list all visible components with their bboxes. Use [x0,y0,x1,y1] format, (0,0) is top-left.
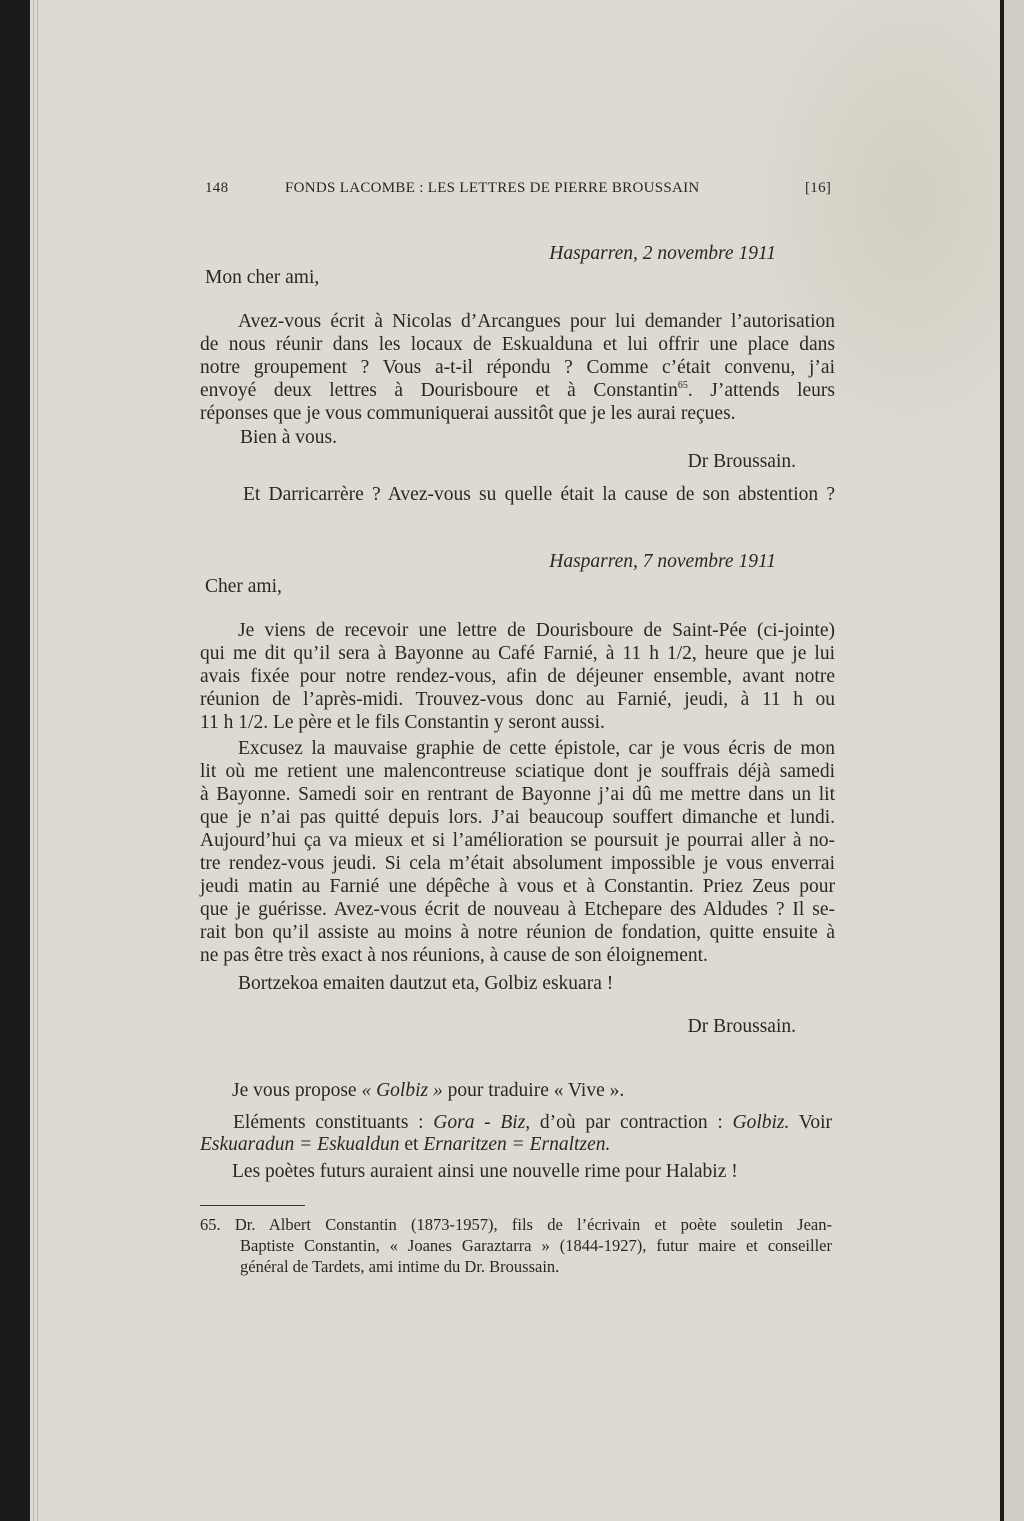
text-line: que je guérisse. Avez-vous écrit de nouveau à Etchepare des Aldudes ? Il se- [200,899,835,920]
letter1-paragraph [200,310,835,425]
facing-page-edge [1004,0,1024,1521]
text-line: Je viens de recevoir une lettre de Dourisboure de Saint-Pée (ci-jointe) [238,620,835,641]
note-poetes: Les poètes futurs auraient ainsi une nouvelle rime pour Halabiz ! [232,1161,738,1182]
text-segment: d’où par contraction : [530,1112,733,1133]
text-segment: et [399,1134,424,1155]
letter1-date: Hasparren, 2 novembre 1911 [549,243,776,264]
text-line [232,1079,624,1102]
letter2-closing: Bortzekoa emaiten dautzut eta, Golbiz eskuara ! [238,973,614,994]
running-title: FONDS LACOMBE : LES LETTRES DE PIERRE BROUSSAIN [285,180,700,196]
page-edge [33,0,34,1521]
text-line: réunion de l’après-midi. Trouvez-vous donc au Farnié, jeudi, à 11 h ou [200,689,835,710]
text-segment: . J’attends leurs [687,380,835,401]
text-line: notre groupement ? Vous a-t-il répondu ? Comme c’était convenu, j’ai [200,357,835,378]
italic-text: Gora - Biz, [433,1112,531,1133]
text-segment: Je vous propose [232,1080,362,1101]
text-line: tre rendez-vous jeudi. Si cela m’était absolument impossible je vous enverrai [200,853,835,874]
italic-text: « Golbiz » [361,1080,443,1101]
text-line: ne pas être très exact à nos réunions, à cause de son éloignement. [200,945,708,966]
text-segment: Voir [789,1112,832,1133]
text-line: lit où me retient une malencontreuse sciatique dont je souffrais déjà samedi [200,761,835,782]
letter1-postscript [243,483,835,506]
text-line [200,1134,832,1156]
text-segment: pour traduire « Vive ». [442,1080,625,1101]
italic-text: Eskuaradun = Eskualdun [200,1134,400,1155]
letter2-paragraph-2 [200,737,835,967]
footnote-ref[interactable]: 65 [677,380,688,391]
letter2-date: Hasparren, 7 novembre 1911 [549,551,776,572]
section-number: [16] [805,180,832,196]
text-segment: envoyé deux lettres à Dourisboure et à Constantin [200,380,678,401]
text-line: avais fixée pour notre rendez-vous, afin de déjeuner ensemble, avant notre [200,666,835,687]
italic-text: Ernaritzen = Ernaltzen. [423,1134,611,1155]
text-line: Aujourd’hui ça va mieux et si l’amélioration se poursuit je pourrai aller à no- [200,830,835,851]
text-line [200,1112,832,1134]
letter2-salutation: Cher ami, [205,576,282,597]
page-edge [37,0,38,1521]
note-golbiz [232,1079,624,1102]
text-line: général de Tardets, ami intime du Dr. Broussain. [240,1257,560,1276]
postscript-line: Et Darricarrère ? Avez-vous su quelle était la cause de son abstention ? [243,484,835,505]
text-line: 65. Dr. Albert Constantin (1873-1957), fils de l’écrivain et poète souletin Jean- [200,1215,832,1234]
text-segment: Eléments constituants : [233,1112,434,1133]
text-line: réponses que je vous communiquerai aussitôt que je les aurai reçues. [200,403,736,424]
text-line: Excusez la mauvaise graphie de cette épistole, car je vous écris de mon [238,738,835,759]
footnote-65 [200,1214,832,1277]
letter1-closing: Bien à vous. [240,427,337,448]
text-line: 11 h 1/2. Le père et le fils Constantin y seront aussi. [200,712,605,733]
text-line: jeudi matin au Farnié une dépêche à vous et à Constantin. Priez Zeus pour [200,876,835,897]
letter1-salutation: Mon cher ami, [205,267,320,288]
note-elements [200,1112,832,1156]
text-line: rait bon qu’il assiste au moins à notre réunion de fondation, quitte ensuite à [200,922,835,943]
text-line: qui me dit qu’il sera à Bayonne au Café Farnié, à 11 h 1/2, heure que je lui [200,643,835,664]
text-line: Baptiste Constantin, « Joanes Garaztarra » (1844-1927), futur maire et conseiller [240,1236,832,1255]
page-number: 148 [205,180,229,196]
letter2-signature: Dr Broussain. [687,1016,796,1037]
letter2-paragraph-1 [200,619,835,734]
text-line: Avez-vous écrit à Nicolas d’Arcangues pour lui demander l’autorisation [238,311,835,332]
text-line: de nous réunir dans les locaux de Eskualduna et lui offrir une place dans [200,334,835,355]
text-line: que je n’ai pas quitté depuis lors. J’ai beaucoup souffert dimanche et lundi. [200,807,835,828]
letter1-signature: Dr Broussain. [687,451,796,472]
footnote-rule [200,1205,305,1206]
text-line [200,379,835,402]
text-line: à Bayonne. Samedi soir en rentrant de Bayonne j’ai dû me mettre dans un lit [200,784,835,805]
italic-text: Golbiz. [732,1112,790,1133]
